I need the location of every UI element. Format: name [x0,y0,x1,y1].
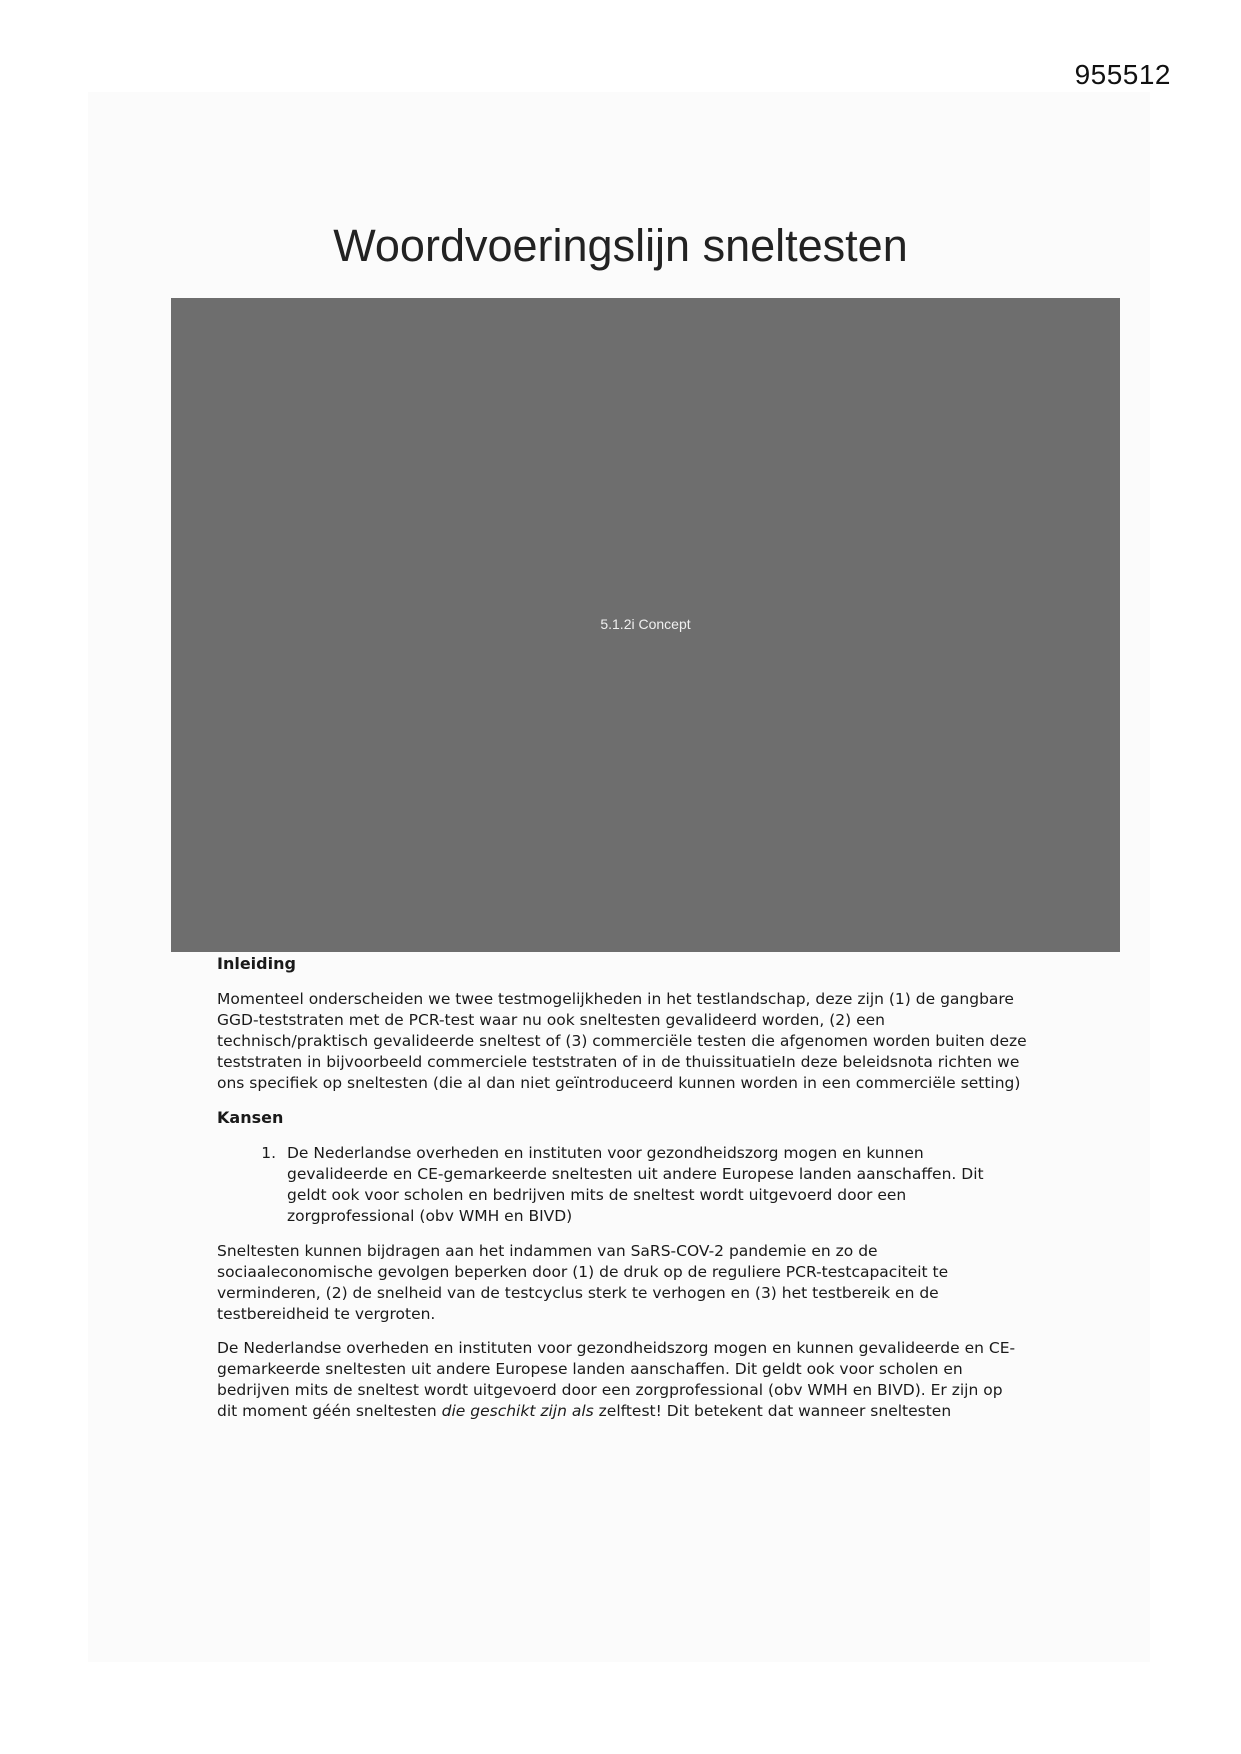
redaction-label: 5.1.2i Concept [600,616,691,632]
kansen-paragraph-2 [217,1338,1027,1422]
document-id-number: 955512 [1074,59,1171,90]
document-title: Woordvoeringslijn sneltesten [333,220,908,271]
kansen-list-item: 1. De Nederlandse overheden en instituten voor gezondheidszorg mogen en kunnen gevalideerde en CE-gemarkeerde sneltesten uit andere Europese landen aanschaffen. Dit geldt ook voor scholen en bedrijven mits de sneltest wordt uitgevoerd door een zorgprofessional (obv WMH en BIVD) [281,1143,1027,1227]
redacted-block [171,298,1120,952]
kansen-paragraph-2-start: De Nederlandse overheden en instituten voor gezondheidszorg mogen en kunnen gevalideerde en CE-gemarkeerde sneltesten uit andere Europese landen aanschaffen. Dit geldt ook voor scholen en bedrijven mits de sneltest wordt uitgevoerd door een zorgprofessional (obv WMH en BIVD). Er zijn op dit moment géén sneltesten [217,1339,1016,1420]
kansen-paragraph-2-italic: die geschikt zijn als [441,1402,594,1420]
kansen-paragraph-1: Sneltesten kunnen bijdragen aan het indammen van SaRS-COV-2 pandemie en zo de sociaaleconomische gevolgen beperken door (1) de druk op de reguliere PCR-testcapaciteit te verminderen, (2) de snelheid van de testcyclus sterk te verhogen en (3) het testbereik en de testbereidheid te vergroten. [217,1242,949,1323]
inleiding-paragraph: Momenteel onderscheiden we twee testmogelijkheden in het testlandschap, deze zijn (1) de gangbare GGD-teststraten met de PCR-test waar nu ook sneltesten gevalideerd worden, (2) een technisch/praktisch gevalideerde sneltest of (3) commerciële testen die afgenomen worden buiten deze teststraten in bijvoorbeeld commerciele teststraten of in de thuissituatieIn deze beleidsnota richten we ons specifiek op sneltesten (die al dan niet geïntroduceerd kunnen worden in een commerciële setting) [217,990,1027,1092]
section-heading-inleiding: Inleiding [217,954,296,973]
document-body [217,953,1027,1435]
kansen-paragraph-2-end: zelftest! Dit betekent dat wanneer sneltesten [593,1402,952,1420]
section-heading-kansen: Kansen [217,1108,284,1127]
kansen-list [217,1143,1027,1227]
